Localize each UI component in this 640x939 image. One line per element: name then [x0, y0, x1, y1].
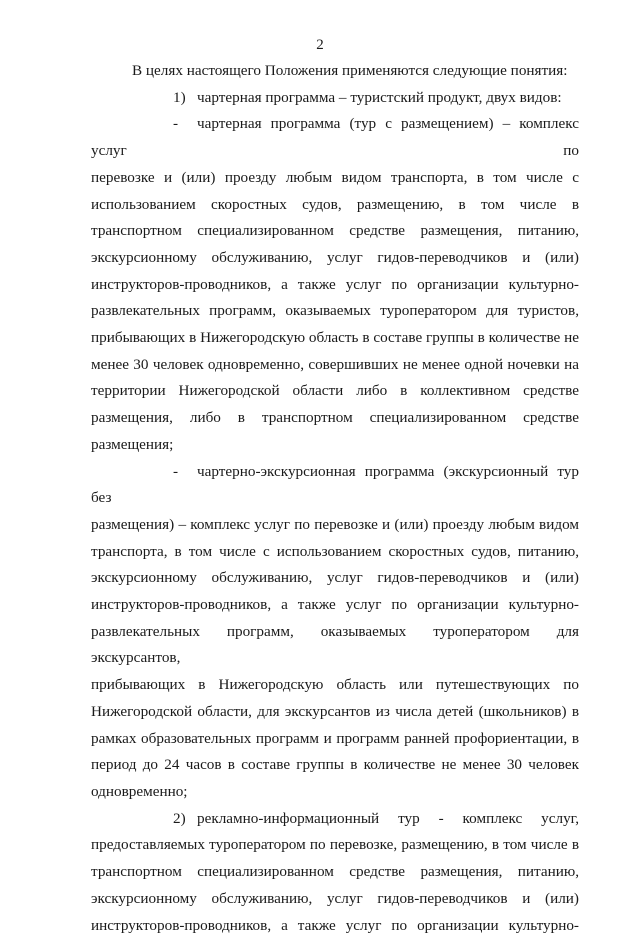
text-line	[91, 619, 579, 672]
line-text: развлекательных программ, оказываемых туроператором для экскурсантов,	[91, 623, 579, 667]
text-line	[91, 859, 579, 886]
text-line	[91, 165, 579, 192]
text-line	[91, 726, 579, 753]
list-marker: -	[132, 111, 197, 138]
line-text: период до 24 часов в составе группы в количестве не менее 30 человек	[91, 756, 579, 773]
line-text: использованием скоростных судов, размещению, в том числе в	[91, 196, 579, 213]
line-text: экскурсионному обслуживанию, услуг гидов-переводчиков и (или)	[91, 249, 579, 266]
text-line	[91, 111, 579, 164]
line-text: прибывающих в Нижегородскую область в составе группы в количестве не	[91, 329, 579, 346]
text-line	[91, 913, 579, 939]
text-line	[91, 405, 579, 432]
text-line	[91, 192, 579, 219]
text-line	[91, 539, 579, 566]
text-line	[91, 832, 579, 859]
line-text: транспортном специализированном средстве размещения, питанию,	[91, 863, 579, 880]
line-text: экскурсионному обслуживанию, услуг гидов-переводчиков и (или)	[91, 569, 579, 586]
line-text: перевозке и (или) проезду любым видом транспорта, в том числе с	[91, 169, 579, 186]
line-text: транспорта, в том числе с использованием скоростных судов, питанию,	[91, 543, 579, 560]
text-line	[91, 218, 579, 245]
text-line	[91, 272, 579, 299]
line-text: прибывающих в Нижегородскую область или путешествующих по	[91, 676, 579, 693]
line-text: предоставляемых туроператором по перевозке, размещению, в том числе в	[91, 836, 579, 853]
text-line	[91, 592, 579, 619]
line-text: инструкторов-проводников, а также услуг по организации культурно-	[91, 596, 579, 613]
text-line	[91, 352, 579, 379]
text-line	[91, 806, 579, 833]
list-marker: 2)	[132, 806, 197, 833]
line-text: чартерная программа – туристский продукт, двух видов:	[197, 89, 562, 106]
text-line	[91, 85, 579, 112]
line-text: инструкторов-проводников, а также услуг по организации культурно-	[91, 917, 579, 934]
text-line	[91, 779, 579, 806]
page-number: 2	[0, 36, 640, 54]
line-text: Нижегородской области, для экскурсантов из числа детей (школьников) в	[91, 703, 579, 720]
text-line	[91, 378, 579, 405]
text-line	[91, 459, 579, 512]
text-line	[91, 298, 579, 325]
text-line	[91, 672, 579, 699]
line-text: чартерная программа (тур с размещением) – комплекс услуг по	[91, 115, 579, 159]
text-line	[91, 565, 579, 592]
text-line	[91, 245, 579, 272]
line-text: размещения, либо в транспортном специализированном средстве	[91, 409, 579, 426]
text-line	[91, 699, 579, 726]
text-line	[91, 512, 579, 539]
line-text: размещения) – комплекс услуг по перевозке и (или) проезду любым видом	[91, 516, 579, 533]
list-marker: -	[132, 459, 197, 486]
document-body	[91, 58, 579, 939]
line-text: инструкторов-проводников, а также услуг по организации культурно-	[91, 276, 579, 293]
text-line	[91, 886, 579, 913]
text-line	[91, 58, 579, 85]
line-text: транспортном специализированном средстве размещения, питанию,	[91, 222, 579, 239]
line-text: развлекательных программ, оказываемых туроператором для туристов,	[91, 302, 579, 319]
line-text: размещения;	[91, 436, 173, 453]
text-line	[91, 752, 579, 779]
text-line	[91, 325, 579, 352]
line-text: рекламно-информационный тур - комплекс услуг,	[197, 810, 579, 827]
line-text: В целях настоящего Положения применяются следующие понятия:	[132, 62, 568, 79]
line-text: менее 30 человек одновременно, совершивших не менее одной ночевки на	[91, 356, 579, 373]
text-line	[91, 432, 579, 459]
line-text: рамках образовательных программ и программ ранней профориентации, в	[91, 730, 579, 747]
line-text: одновременно;	[91, 783, 188, 800]
line-text: экскурсионному обслуживанию, услуг гидов-переводчиков и (или)	[91, 890, 579, 907]
list-marker: 1)	[132, 85, 197, 112]
line-text: территории Нижегородской области либо в коллективном средстве	[91, 382, 579, 399]
line-text: чартерно-экскурсионная программа (экскурсионный тур без	[91, 463, 579, 507]
